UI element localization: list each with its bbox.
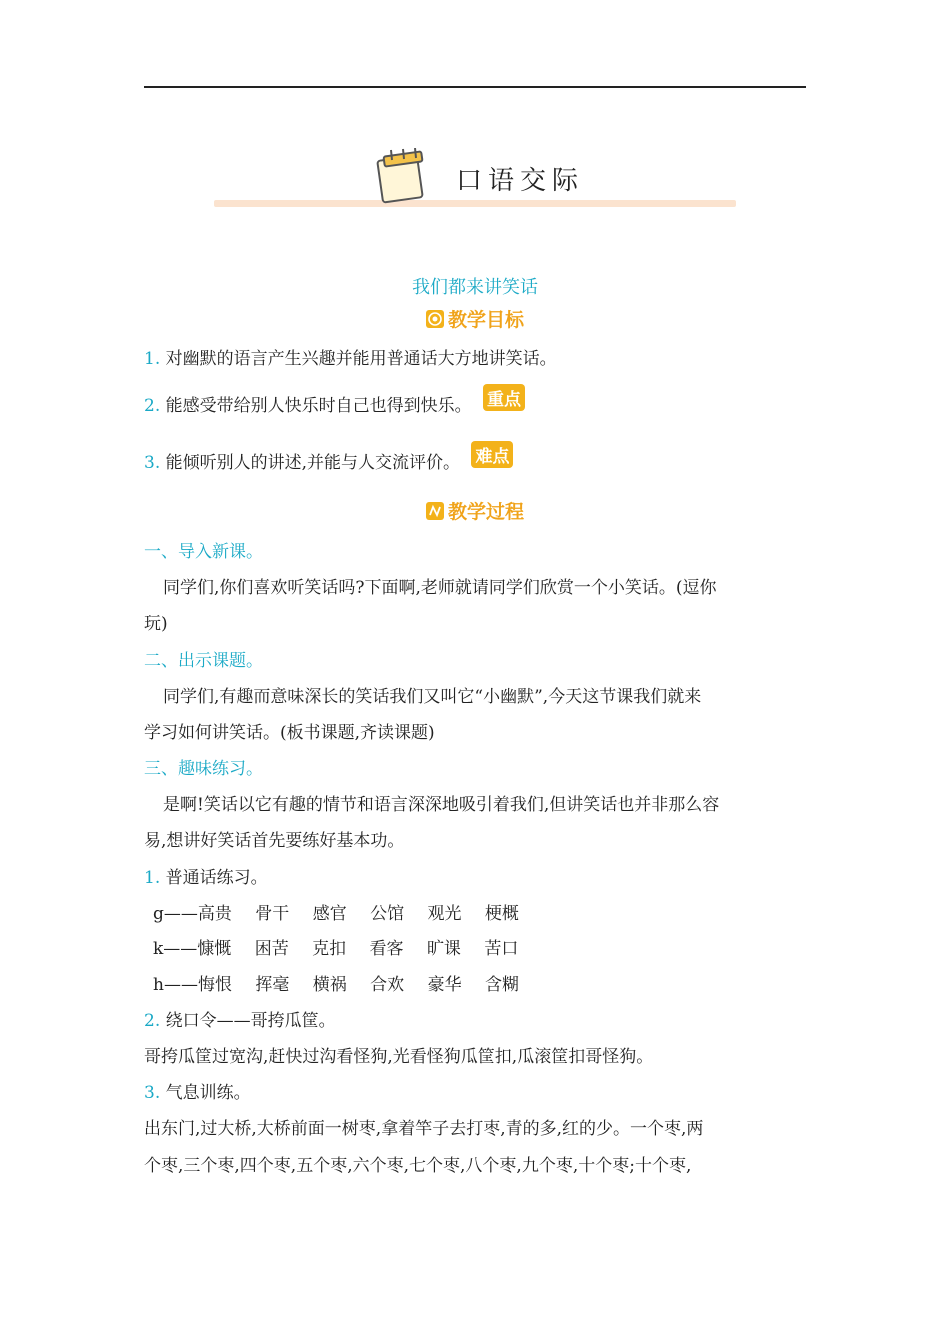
goals-heading xyxy=(0,305,950,332)
word: 克扣 xyxy=(312,939,347,959)
word: 合欢 xyxy=(370,975,405,995)
exercise-title: 绕口令——哥挎瓜筐。 xyxy=(165,1011,336,1031)
word: 豪华 xyxy=(427,975,462,995)
step-2-title: 二、出示课题。 xyxy=(144,651,263,671)
step-1-paragraph: 同学们,你们喜欢听笑话吗?下面啊,老师就请同学们欣赏一个小笑话。(逗你 xyxy=(163,578,717,598)
goal-number: 2. xyxy=(144,396,161,416)
difficulty-tag: 难点 xyxy=(471,441,513,468)
goals-heading-text: 教学目标 xyxy=(447,309,524,331)
exercise-title: 气息训练。 xyxy=(165,1083,251,1103)
word: 看客 xyxy=(369,939,404,959)
exercise-2-title xyxy=(144,1006,336,1031)
step-2-paragraph-cont: 学习如何讲笑话。(板书课题,齐读课题) xyxy=(144,723,435,743)
step-1-title: 一、导入新课。 xyxy=(144,542,263,562)
word: 苦口 xyxy=(484,939,519,959)
pronunciation-row xyxy=(153,899,537,924)
lesson-title: 我们都来讲笑话 xyxy=(412,277,538,298)
exercise-number: 2. xyxy=(144,1011,161,1031)
step-1-paragraph-cont: 玩) xyxy=(144,614,168,634)
row-label: h——悔恨 xyxy=(153,975,232,995)
row-label: k——慷慨 xyxy=(153,939,232,959)
word: 骨干 xyxy=(255,904,290,924)
notepad-icon xyxy=(374,148,430,204)
word: 梗概 xyxy=(484,904,519,924)
word: 公馆 xyxy=(370,904,405,924)
word: 旷课 xyxy=(426,939,461,959)
key-point-tag: 重点 xyxy=(483,384,525,411)
process-heading xyxy=(0,497,950,524)
breathing-text-cont: 个枣,三个枣,四个枣,五个枣,六个枣,七个枣,八个枣,九个枣,十个枣;十个枣, xyxy=(144,1156,692,1176)
word: 感官 xyxy=(312,904,347,924)
row-label: g——高贵 xyxy=(153,904,232,924)
exercise-1-title xyxy=(144,863,268,888)
goal-item-3 xyxy=(144,441,513,473)
goal-text: 对幽默的语言产生兴趣并能用普通话大方地讲笑话。 xyxy=(165,349,557,369)
tongue-twister-text: 哥挎瓜筐过宽沟,赶快过沟看怪狗,光看怪狗瓜筐扣,瓜滚筐扣哥怪狗。 xyxy=(144,1047,654,1067)
goal-item-2 xyxy=(144,384,525,416)
exercise-number: 1. xyxy=(144,868,161,888)
step-2-paragraph: 同学们,有趣而意味深长的笑话我们又叫它“小幽默”,今天这节课我们就来 xyxy=(163,687,702,707)
section-banner xyxy=(214,148,736,208)
banner-stripe xyxy=(214,200,736,207)
step-3-paragraph: 是啊!笑话以它有趣的情节和语言深深地吸引着我们,但讲笑话也并非那么容 xyxy=(163,795,720,815)
word: 观光 xyxy=(427,904,462,924)
header-rule xyxy=(144,86,806,88)
word: 挥毫 xyxy=(255,975,290,995)
process-icon xyxy=(426,502,444,520)
word: 含糊 xyxy=(484,975,519,995)
goal-number: 1. xyxy=(144,349,161,369)
goal-text: 能倾听别人的讲述,并能与人交流评价。 xyxy=(165,453,461,473)
target-icon xyxy=(426,310,444,328)
step-3-title: 三、趣味练习。 xyxy=(144,759,263,779)
goal-text: 能感受带给别人快乐时自己也得到快乐。 xyxy=(165,396,472,416)
goal-item-1 xyxy=(144,344,557,369)
pronunciation-row xyxy=(153,970,537,995)
breathing-text: 出东门,过大桥,大桥前面一树枣,拿着竿子去打枣,青的多,红的少。一个枣,两 xyxy=(144,1119,704,1139)
exercise-title: 普通话练习。 xyxy=(165,868,268,888)
exercise-3-title xyxy=(144,1078,251,1103)
goal-number: 3. xyxy=(144,453,161,473)
pronunciation-row xyxy=(153,934,536,959)
word: 困苦 xyxy=(254,939,289,959)
process-heading-text: 教学过程 xyxy=(447,501,524,523)
exercise-number: 3. xyxy=(144,1083,161,1103)
step-3-paragraph-cont: 易,想讲好笑话首先要练好基本功。 xyxy=(144,831,405,851)
banner-title: 口语交际 xyxy=(456,166,585,196)
word: 横祸 xyxy=(312,975,347,995)
